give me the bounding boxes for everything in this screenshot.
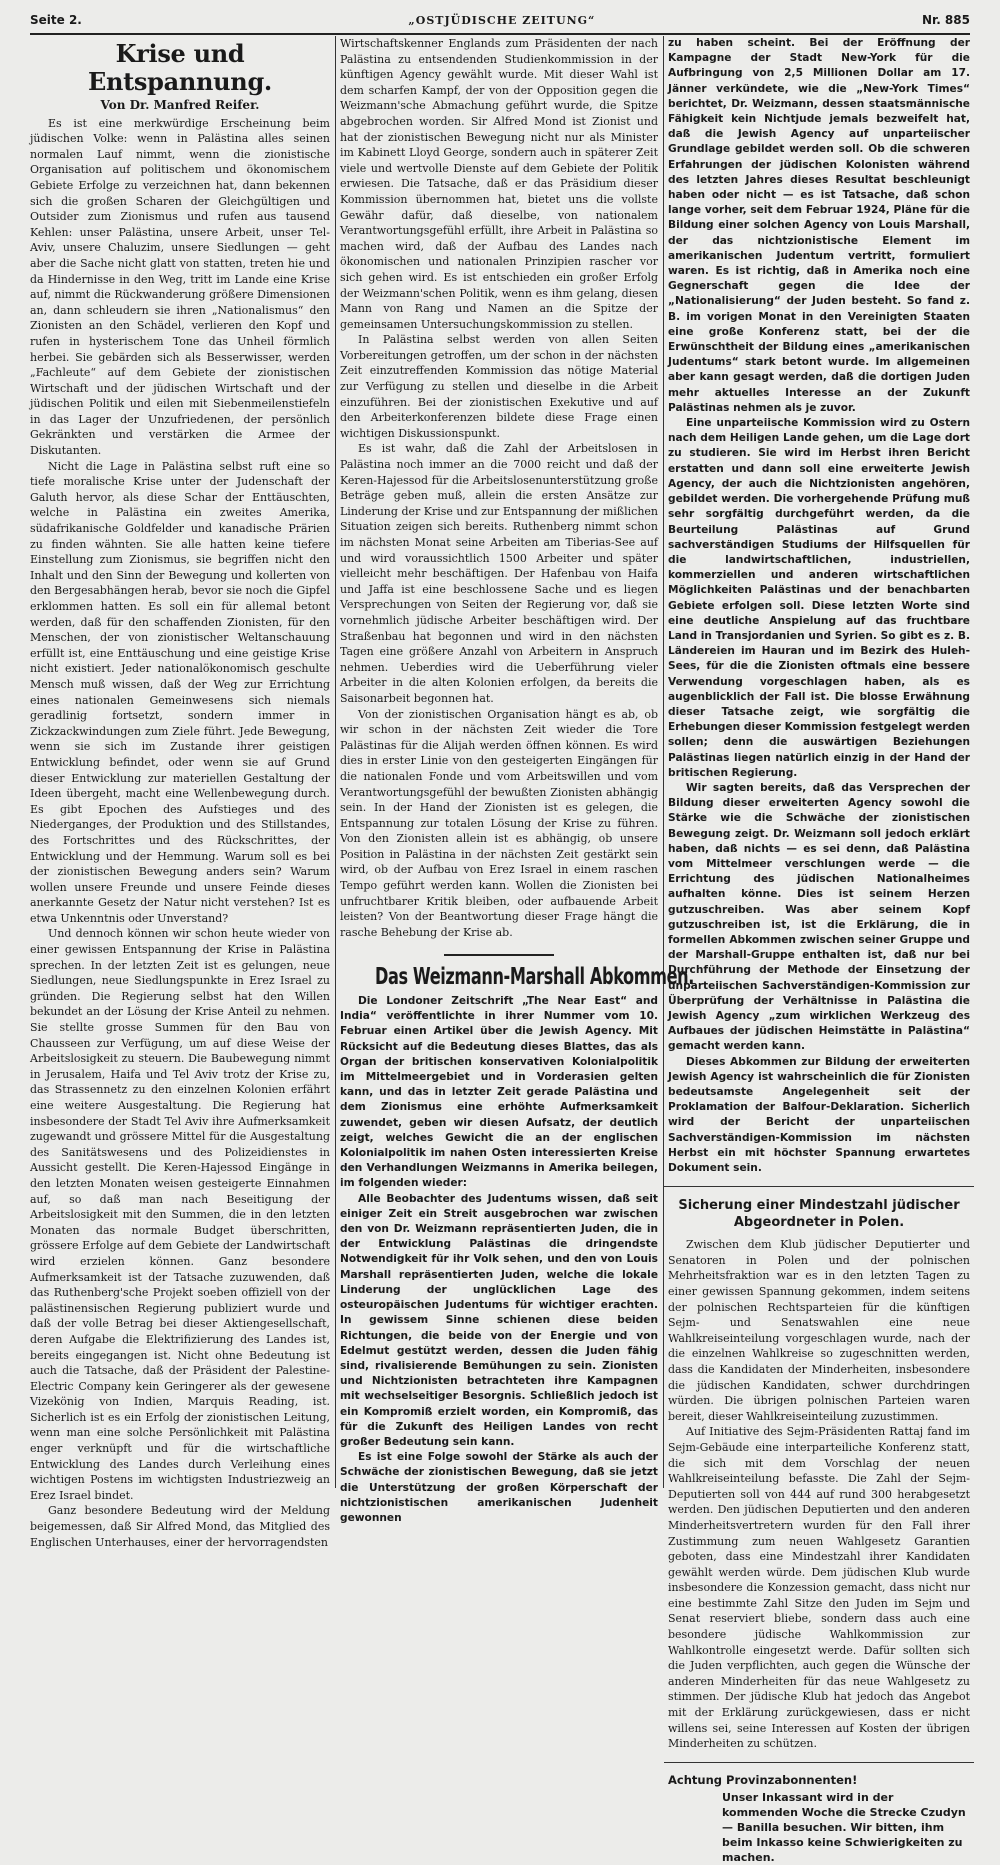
header-rule (30, 33, 970, 35)
column-1 (30, 36, 330, 1549)
article-title: Das Weizmann-Marshall Abkommen. (374, 964, 695, 991)
article-paragraph: Dieses Abkommen zur Bildung der erweiterten Jewish Agency ist wahrscheinlich die für Zionisten bedeutsamste Angelegenheit seit der Proklamation der Balfour-Deklaration. Sicherlich wird der Bericht der unparteiischen Sachverständigen-Kommission im nächsten Herbst ein mit höchster Spannung erwartetes Dokument sein. (668, 1055, 970, 1175)
article-paragraph: Wirtschaftskenner Englands zum Präsidenten der nach Palästina zu entsendenden Studienkommission in der künftigen Agency gewählt wurde. Mit dieser Wahl ist dem scharfen Kampf, der von der Opposition gegen die Weizmann'sche Abmachung geführt wurde, die Spitze abgebrochen worden. Sir Alfred Mond ist Zionist und hat der zionistischen Bewegung nicht nur als Minister im Kabinett Lloyd George, sondern auch in späterer Zeit viele und wertvolle Dienste auf dem Gebiete der Politik erwiesen. Die Tatsache, daß er das Präsidium dieser Kommission übernommen hat, bietet uns die vollste Gewähr dafür, daß dieselbe, von nationalem Verantwortungsgefühl erfüllt, ihre Arbeit in Palästina so machen wird, daß der Aufbau des Landes nach ökonomischen und nationalen Prinzipien rascher vor sich gehen wird. Es ist entschieden ein großer Erfolg der Weizmann'schen Politik, wenn es ihm gelang, diesen Mann von Rang und Namen an die Spitze der gemeinsamen Untersuchungskommission zu stellen. (340, 37, 658, 331)
article-separator (664, 1186, 974, 1187)
article-paragraph: Es ist eine Folge sowohl der Stärke als auch der Schwäche der zionistischen Bewegung, daß sie jetzt die Unterstützung der großen Körperschaft der nichtzionistischen amerikanischen Judenheit gewonnen (340, 1451, 658, 1524)
article-separator (444, 954, 554, 956)
masthead: „OSTJÜDISCHE ZEITUNG“ (408, 13, 596, 27)
page-header (30, 8, 970, 32)
article-paragraph: Von der zionistischen Organisation hängt es ab, ob wir schon in der nächsten Zeit wieder die Tore Palästinas für die Alijah werden öffnen können. Es wird dies in erster Linie von den gesteigerten Eingängen für die nationalen Fonde und vom Arbeitswillen und vom Verantwortungsgefühl der bewußten Zionisten abhängig sein. In der Hand der Zionisten ist es gelegen, die Entspannung zur totalen Lösung der Krise zu führen. Von den Zionisten allein ist es abhängig, ob unsere Position in Palästina in der nächsten Zeit gestärkt sein wird, ob der Aufbau von Erez Israel in einem raschen Tempo geführt werden kann. Wollen die Zionisten bei unfruchtbarer Kritik bleiben, oder aufbauende Arbeit leisten? Von der Beantwortung dieser Frage hängt die rasche Behebung der Krise ab. (340, 707, 658, 939)
column-3 (668, 36, 971, 1865)
article-title: Krise und Entspannung. (87, 39, 272, 96)
page-number: Seite 2. (30, 13, 82, 27)
article-paragraph: zu haben scheint. Bei der Eröffnung der Kampagne der Stadt New-York für die Aufbringung von 2,5 Millionen Dollar am 17. Jänner verkündete, wie die „New-York Times“ berichtet, Dr. Weizmann, dessen staatsmännische Fähigkeit kein Nichtjude jemals bezweifelt hat, daß die Jewish Agency auf unparteiischer Grundlage gebildet werden soll. Ob die schweren Erfahrungen der jüdischen Kolonisten während des letzten Jahres dieses Resultat beschleunigt haben oder nicht — es ist Tatsache, daß schon lange vorher, seit dem Februar 1924, Pläne für die Bildung einer solchen Agency von Louis Marshall, der das nichtzionistische Element im amerikanischen Judentum vertritt, formuliert waren. Es ist richtig, daß in Amerika noch eine Gegnerschaft gegen die Idee der „Nationalisierung“ der Juden besteht. So fand z. B. im vorigen Monat in den Vereinigten Staaten eine große Konferenz statt, bei der die Erwünschtheit der Bildung eines „amerikanischen Judentums“ stark betont wurde. Im allgemeinen aber kann gesagt werden, daß die dortigen Juden mehr aktuelles Interesse an der Zukunft Palästinas nehmen als je zuvor. (668, 37, 970, 414)
article-paragraph: Auf Initiative des Sejm-Präsidenten Rattaj fand im Sejm-Gebäude eine interparteiliche Konferenz statt, die sich mit dem Vorschlag der neuen Wahlkreiseinteilung befasste. Die Zahl der Sejm-Deputierten soll von 444 auf rund 300 herabgesetzt werden. Den jüdischen Deputierten und den anderen Minderheitsvertretern wurden für den Fall ihrer Zustimmung zum neuen Wahlgesetz Garantien geboten, dass eine Mindestzahl ihrer Kandidaten gewählt werden würde. Dem jüdischen Klub wurde insbesondere die Konzession gemacht, dass nicht nur eine bestimmte Zahl Sitze den Juden im Sejm und Senat reserviert bliebe, sondern dass auch eine besondere jüdische Wahlkommission zur Wahlkontrolle eingesetzt werde. Dafür sollten sich die Juden verpflichten, auch gegen die Wünsche der anderen Minderheiten für das neue Wahlgesetz zu stimmen. Der jüdische Klub hat jedoch das Angebot mit der Erklärung zurückgewiesen, dass er nicht willens sei, seine Interessen auf Kosten der übrigen Minderheiten zu schützen. (668, 1425, 970, 1751)
notice-body: Unser Inkassant wird in der kommenden Woche die Strecke Czudyn — Banilla besuchen. Wir bitten, ihm beim Inkasso keine Schwierigkeiten zu machen. (722, 1791, 966, 1865)
column-divider (335, 36, 336, 1488)
article-title: Sicherung einer Mindestzahl jüdischer Abgeordneter in Polen. (678, 1198, 960, 1231)
article-byline: Von Dr. Manfred Reifer. (100, 98, 260, 112)
article-paragraph: Es ist eine merkwürdige Erscheinung beim jüdischen Volke: wenn in Palästina alles seinen normalen Lauf nimmt, wenn die zionistische Organisation auf politischem und ökonomischem Gebiete Erfolge zu verzeichnen hat, dann bekennen sich die großen Scharen der Gleichgültigen und Outsider zum Zionismus und rufen aus tausend Kehlen: unser Palästina, unsere Arbeit, unser Tel-Aviv, unsere Chaluzim, unsere Siedlungen — geht aber die Sache nicht glatt von statten, treten hie und da Hindernisse in den Weg, tritt im Lande eine Krise auf, nimmt die Rückwanderung größere Dimensionen an, dann schleudern sie ihren „Nationalismus“ den Zionisten an den Schädel, verlieren den Kopf und rufen in hysterischem Tone das Unheil förmlich herbei. Sie gebärden sich als Besserwisser, werden „Fachleute“ auf dem Gebiete der zionistischen Wirtschaft und der jüdischen Wirtschaft und der jüdischen Politik und eilen mit Siebenmeilenstiefeln in das Lager der Unzufriedenen, der persönlich Gekränkten und verstärken die Armee der Diskutanten. (30, 116, 330, 458)
article-paragraph: Nicht die Lage in Palästina selbst ruft eine so tiefe moralische Krise unter der Judenschaft der Galuth hervor, als diese Schar der Enttäuschten, welche in Palästina ein zweites Amerika, südafrikanische Goldfelder und kanadische Prärien zu finden wähnten. Sie alle hatten keine tiefere Einstellung zum Zionismus, sie begriffen nicht den Inhalt und den Sinn der Bewegung und kollerten von den Bergesabhängen herab, bevor sie noch die Gipfel erklommen hatten. Es soll ein für allemal betont werden, daß für den schaffenden Zionisten, für den Menschen, der von zionistischer Weltanschauung erfüllt ist, eine Enttäuschung und eine geistige Krise nicht existiert. Jeder nationalökonomisch geschulte Mensch muß wissen, daß der Weg zur Errichtung eines nationalen Gemeinwesens sich niemals geradlinig fortsetzt, sondern immer in Zickzackwindungen zum Ziele führt. Jede Bewegung, wenn sie sich im Zustande ihrer geistigen Entwicklung befindet, oder wenn sie auf Grund dieser Entwicklung zur materiellen Gestaltung der Ideen übergeht, macht eine Wellenbewegung durch. Es gibt Epochen des Aufstieges und des Niederganges, der Produktion und des Stillstandes, des Fortschrittes und des Rückschrittes, der Entwicklung und der Hemmung. Warum soll es bei der zionistischen Bewegung anders sein? Warum wollen unsere Freunde und unsere Feinde dieses anerkannte Gesetz der Natur nicht verstehen? Ist es etwa Unkenntnis oder Unverstand? (30, 459, 330, 925)
issue-number: Nr. 885 (921, 13, 970, 27)
article-paragraph: Es ist wahr, daß die Zahl der Arbeitslosen in Palästina noch immer an die 7000 reicht und daß der Keren-Hajessod für die Arbeitslosenunterstützung große Beträge geben muß, allein die ersten Ansätze zur Linderung der Krise und zur Entspannung der mißlichen Situation zeigen sich bereits. Ruthenberg nimmt schon im nächsten Monat seine Arbeiten am Tiberias-See auf und wird voraussichtlich 1500 Arbeiter und später vielleicht mehr beschäftigen. Der Hafenbau von Haifa und Jaffa ist eine beschlossene Sache und es liegen Versprechungen von Seiten der Regierung vor, daß sie vornehmlich jüdische Arbeiter beschäftigen wird. Der Straßenbau hat begonnen und wird in den nächsten Tagen eine größere Anzahl von Arbeitern in Anspruch nehmen. Ueberdies wird die Ueberführung vieler Arbeiter in die alten Kolonien erfolgen, da bereits die Saisonarbeit begonnen hat. (340, 442, 658, 705)
column-2 (340, 36, 695, 1524)
article-separator (664, 1762, 974, 1763)
article-paragraph: In Palästina selbst werden von allen Seiten Vorbereitungen getroffen, um der schon in der nächsten Zeit einzutreffenden Kommission das nötige Material zur Verfügung zu stellen und dieselbe in die Arbeit einzuführen. Bei der zionistischen Exekutive und auf den Arbeiterkonferenzen bildete diese Frage einen wichtigen Diskussionspunkt. (340, 333, 658, 440)
article-paragraph: Ganz besondere Bedeutung wird der Meldung beigemessen, daß Sir Alfred Mond, das Mitglied des Englischen Unterhauses, einer der hervorragendsten (30, 1504, 330, 1549)
article-paragraph: Eine unparteiische Kommission wird zu Ostern nach dem Heiligen Lande gehen, um die Lage dort zu studieren. Sie wird im Herbst ihren Bericht erstatten und dann soll eine erweiterte Jewish Agency, der auch die Nichtzionisten angehören, gebildet werden. Die vorhergehende Prüfung muß sehr sorgfältig durchgeführt werden, da die Beurteilung Palästinas auf Grund sachverständigen Studiums der Hilfsquellen für die landwirtschaftlichen, industriellen, kommerziellen und anderen wirtschaftlichen Möglichkeiten Palästinas und der benachbarten Gebiete erfolgen soll. Diese letzten Worte sind eine deutliche Anspielung auf das fruchtbare Land in Transjordanien und Syrien. So gibt es z. B. Ländereien im Hauran und im Bezirk des Huleh-Sees, für die die Zionisten oftmals eine bessere Verwendung vorgeschlagen haben, als es augenblicklich der Fall ist. Die blosse Erwähnung dieser Tatsache zeigt, wie sorgfältig die Erhebungen dieser Kommission festgelegt werden sollen; denn die auswärtigen Beziehungen Palästinas liegen natürlich einzig in der Hand der britischen Regierung. (668, 417, 971, 779)
article-paragraph: Die Londoner Zeitschrift „The Near East“ and India“ veröffentlichte in ihrer Nummer vom 10. Februar einen Artikel über die Jewish Agency. Mit Rücksicht auf die Bedeutung dieses Blattes, das als Organ der britischen konservativen Kolonialpolitik im Mittelmeergebiet und in Vorderasien gelten kann, und das in letzter Zeit gerade Palästina und dem Zionismus eine erhöhte Aufmerksamkeit zuwendet, geben wir diesen Aufsatz, der deutlich zeigt, welches Gewicht die an der englischen Kolonialpolitik im nahen Osten interessierten Kreise den Verhandlungen Weizmanns in Amerika beilegen, im folgenden wieder: (340, 995, 658, 1190)
article-paragraph: Alle Beobachter des Judentums wissen, daß seit einiger Zeit ein Streit ausgebrochen war zwischen den von Dr. Weizmann repräsentierten Juden, die in der Entwicklung Palästinas die dringendste Notwendigkeit für ihr Volk sehen, und den von Louis Marshall repräsentierten Juden, welche die lokale Linderung der unglücklichen Lage des osteuropäischen Judentums für wichtiger erachten. In gewissem Sinne schienen diese beiden Richtungen, die beide von der Energie und von Edelmut gestützt werden, dessen die Juden fähig sind, rivalisierende Bemühungen zu sein. Zionisten und Nichtzionisten betrachteten ihre Kampagnen mit wechselseitiger Besorgnis. Schließlich jedoch ist ein Kompromiß erzielt worden, ein Kompromiß, das für die Zukunft des Heiligen Landes von recht großer Bedeutung sein kann. (340, 1192, 658, 1448)
article-paragraph: Wir sagten bereits, daß das Versprechen der Bildung dieser erweiterten Agency sowohl die Stärke wie die Schwäche der zionistischen Bewegung zeigt. Dr. Weizmann soll jedoch erklärt haben, daß nichts — es sei denn, daß Palästina vom Mittelmeer verschlungen werde — die Errichtung des jüdischen Nationalheimes aufhalten könne. Dies ist seinem Herzen gutzuschreiben. Was aber seinem Kopf gutzuschreiben ist, ist die Erklärung, die in formellen Abkommen zwischen seiner Gruppe und der Marshall-Gruppe enthalten ist, daß nur bei Durchführung der Methode der Einsetzung der unparteiischen Sachverständigen-Kommission zur Überprüfung der Verhältnisse in Palästina die Jewish Agency „zum wirklichen Werkzeug des Aufbaues der jüdischen Heimstätte in Palästina“ gemacht werden kann. (668, 781, 970, 1053)
article-paragraph: Zwischen dem Klub jüdischer Deputierter und Senatoren in Polen und der polnischen Mehrheitsfraktion war es in den letzten Tagen zu einer gewissen Spannung gekommen, indem seitens der polnischen Rechtsparteien für die künftigen Sejm- und Senatswahlen eine neue Wahlkreiseinteilung vorgeschlagen wurde, nach der die einzelnen Wahlkreise so zugeschnitten werden, dass die Kandidaten der Minderheiten, insbesondere die jüdischen Kandidaten, schwer durchdringen würden. Die übrigen polnischen Parteien waren bereit, dieser Wahlkreiseinteilung zuzustimmen. (668, 1238, 970, 1423)
notice-title: Achtung Provinzabonnenten! (668, 1772, 858, 1787)
column-divider (663, 36, 664, 1488)
article-paragraph: Und dennoch können wir schon heute wieder von einer gewissen Entspannung der Krise in Palästina sprechen. In der letzten Zeit ist es gelungen, neue Siedlungen, neue Siedlungspunkte in Erez Israel zu gründen. Die Regierung selbst hat den Willen bekundet an der Lösung der Krise Anteil zu nehmen. Sie stellte grosse Summen für den Bau von Chausseen zur Verfügung, um auf diese Weise der Arbeitslosigkeit zu steuern. Die Baubewegung nimmt in Jerusalem, Haifa und Tel Aviv trotz der Krise zu, das Strassennetz zu den einzelnen Kolonien erfährt eine weitere Ausgestaltung. Die Regierung hat insbesondere der Stadt Tel Aviv ihre Aufmerksamkeit zugewandt und grössere Mittel für die Ausgestaltung des Sanitätswesens und des Polizeidienstes in Aussicht gestellt. Die Keren-Hajessod Eingänge in den letzten Monaten weisen gesteigerte Einnahmen auf, so daß man nach Beseitigung der Arbeitslosigkeit mit den Summen, die in den letzten Monaten das normale Budget überschritten, grössere Erfolge auf dem Gebiete der Landwirtschaft wird erzielen können. Ganz besondere Aufmerksamkeit ist der Tatsache zuzuwenden, daß das Ruthenberg'sche Projekt soeben offiziell von der palästinensischen Regierung publiziert wurde und daß der volle Betrag bei dieser Aktiengesellschaft, deren Aufgabe die Elektrifizierung des Landes ist, bereits eingegangen ist. Nicht ohne Bedeutung ist auch die Tatsache, daß der Präsident der Palestine-Electric Company kein Geringerer als der gewesene Vizekönig von Indien, Marquis Reading, ist. Sicherlich ist es ein Erfolg der zionistischen Leitung, wenn man eine solche Persönlichkeit mit Palästina enger verknüpft und für die wirtschaftliche Entwicklung des Landes durch Verleihung eines wichtigen Postens im wichtigsten Industriezweig an Erez Israel bindet. (30, 927, 330, 1502)
